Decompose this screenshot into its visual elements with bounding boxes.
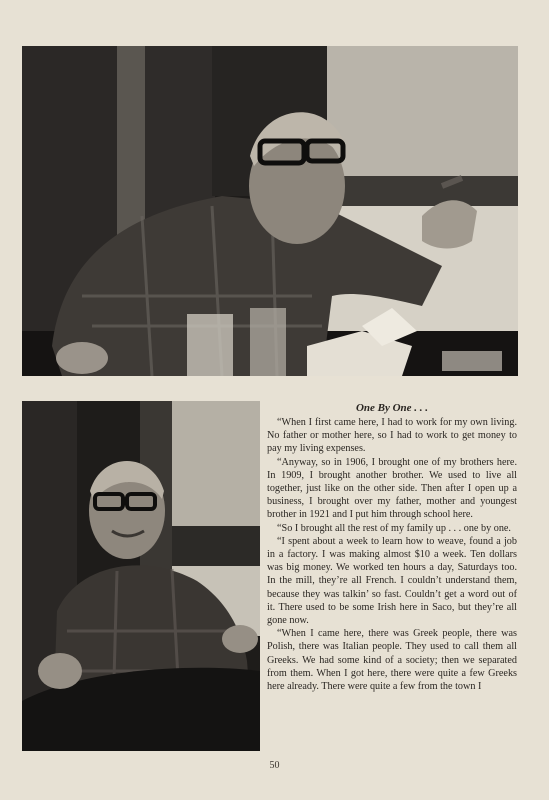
article-paragraph: “When I came here, there was Greek people, there was Polish, there was Italian people. They used to call them all Greeks. We had some kind of a society; then we separated from them. When I got here, there were quite a few Greeks here already. There were quite a few from the town I xyxy=(267,628,517,693)
article-title: One By One . . . xyxy=(355,402,429,414)
article-paragraph: “So I brought all the rest of my family up . . . one by one. xyxy=(277,522,511,534)
photo-man-gesturing xyxy=(22,46,518,376)
article-column xyxy=(267,401,517,753)
article-paragraph: “Anyway, so in 1906, I brought one of my brothers here. In 1909, I brought another brother. We used to live all together, just like on the other side. Then after I open up a business, I brought over my father, mother and youngest brother in 1921 and I put him through school here. xyxy=(267,456,517,521)
photo-man-seated-smiling xyxy=(22,401,260,751)
article-paragraph: “When I first came here, I had to work for my own living. No father or mother here, so I had to work to get money to pay my living expenses. xyxy=(267,417,517,455)
page-number: 50 xyxy=(269,760,280,771)
article-paragraph: “I spent about a week to learn how to weave, found a job in a factory. I was making almost $10 a week. Ten dollars was big money. We worked ten hours a day, Saturdays too. In the mill, they’re all French. I couldn’t understand them, because they was talkin’ so fast. Couldn’t get a word out of it. There used to be some Irish here in Saco, but they’re all gone now. xyxy=(267,535,517,627)
